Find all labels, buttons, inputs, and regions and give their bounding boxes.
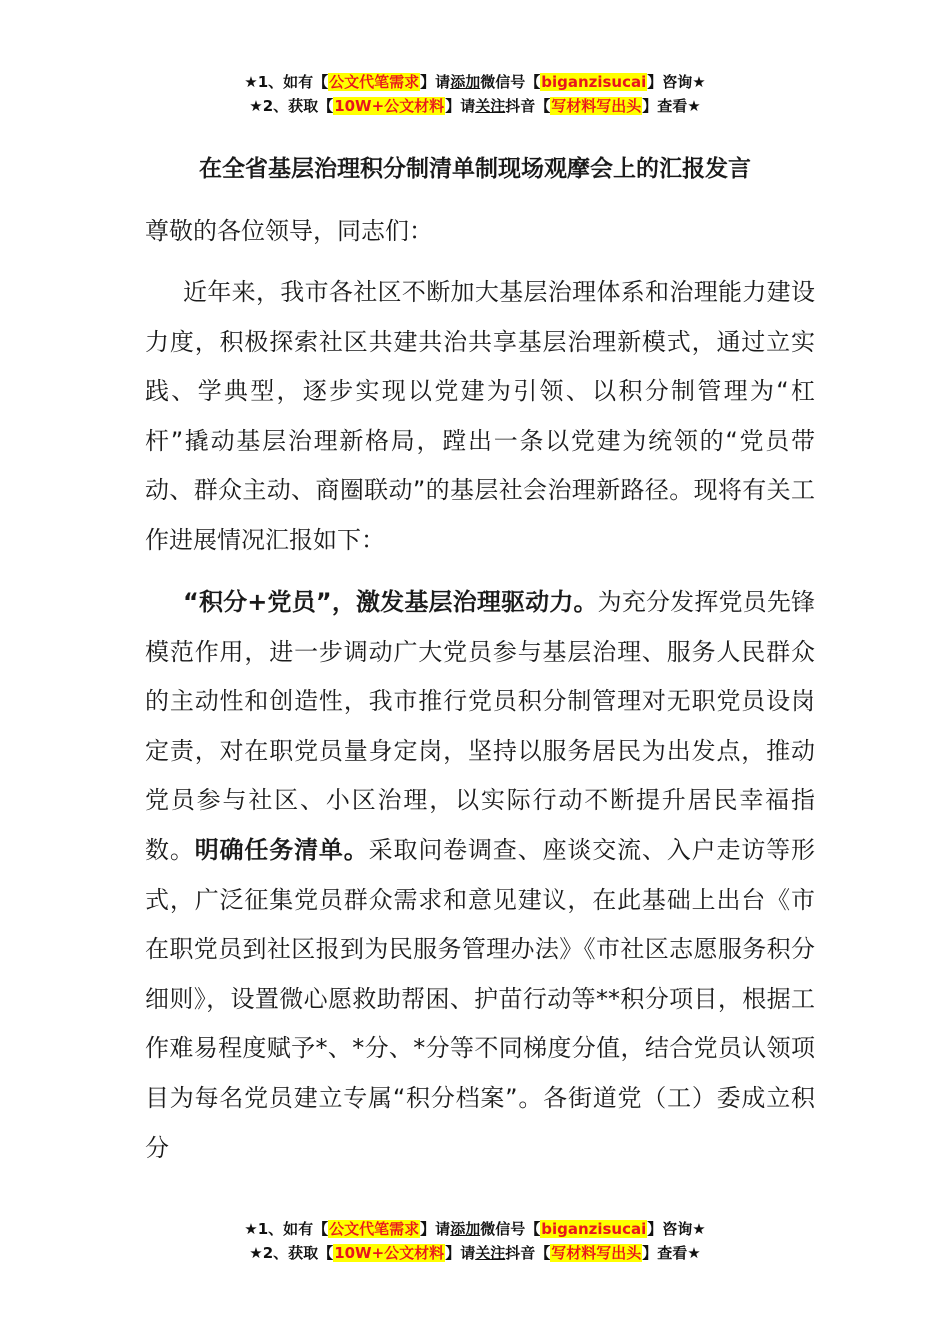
document-title: 在全省基层治理积分制清单制现场观摩会上的汇报发言 [199,156,751,182]
banner-line-2 [0,94,950,118]
banner-line-1 [0,1217,950,1241]
highlight-douyin-id: 写材料写出头 [551,97,642,115]
banner-text: ★2、获取【 [249,1244,334,1262]
paragraph-text: 采取问卷调查、座谈交流、入户走访等形式，广泛征集党员群众需求和意见建议，在此基础上出台《市在职党员到社区报到为民服务管理办法》《市社区志愿服务积分细则》，设置微心愿救助帮困、护苗行动等**积分项目，根据工作难易程度赋予*、*分、*分等不同梯度分值，结合党员认领项目为每名党员建立专属“积分档案”。各街道党（工）委成立积分 [145,835,816,1162]
subsection-heading: 明确任务清单。 [194,835,369,864]
paragraph-points-party-members [145,578,815,1173]
banner-text: ★1、如有【 [244,73,329,91]
underlined-text: 关注 [475,1244,506,1262]
banner-text: 抖音【 [505,97,551,115]
banner-line-1 [0,70,950,94]
top-banner [0,70,950,118]
banner-text: 微信号【 [480,1220,541,1238]
banner-text: 】请 [445,1244,476,1262]
banner-text: ★2、获取【 [249,97,334,115]
banner-text: 】请 [420,1220,451,1238]
banner-text: 抖音【 [505,1244,551,1262]
highlight-service: 公文代笔需求 [329,73,420,91]
paragraph-text: 为充分发挥党员先锋模范作用，进一步调动广大党员参与基层治理、服务人民群众的主动性和创造性，我市推行党员积分制管理对无职党员设岗定责，对在职党员量身定岗，坚持以服务居民为出发点，推动党员参与社区、小区治理，以实际行动不断提升居民幸福指数。 [145,588,816,864]
banner-text: 】查看★ [642,97,701,115]
banner-text: 】请 [445,97,476,115]
underlined-text: 关注 [475,97,506,115]
bottom-banner [0,1217,950,1265]
banner-text: 微信号【 [480,73,541,91]
highlight-materials: 10W+公文材料 [334,1244,445,1262]
highlight-materials: 10W+公文材料 [334,97,445,115]
salutation: 尊敬的各位领导，同志们： [145,217,433,245]
highlight-douyin-id: 写材料写出头 [551,1244,642,1262]
banner-line-2 [0,1241,950,1265]
banner-text: 】咨询★ [647,1220,706,1238]
section-heading: “积分+党员”，激发基层治理驱动力。 [183,588,598,616]
highlight-wechat-id: biganzisucai [541,1220,647,1238]
banner-text: 】咨询★ [647,73,706,91]
underlined-text: 添加 [450,1220,481,1238]
highlight-wechat-id: biganzisucai [541,73,647,91]
banner-text: 】请 [420,73,451,91]
banner-text: 】查看★ [642,1244,701,1262]
highlight-service: 公文代笔需求 [329,1220,420,1238]
underlined-text: 添加 [450,73,481,91]
banner-text: ★1、如有【 [244,1220,329,1238]
paragraph-intro: 近年来，我市各社区不断加大基层治理体系和治理能力建设力度，积极探索社区共建共治共享基层治理新模式，通过立实践、学典型，逐步实现以党建为引领、以积分制管理为“杠杆”撬动基层治理新格局，蹚出一条以党建为统领的“党员带动、群众主动、商圈联动”的基层社会治理新路径。现将有关工作进展情况汇报如下： [145,278,815,554]
